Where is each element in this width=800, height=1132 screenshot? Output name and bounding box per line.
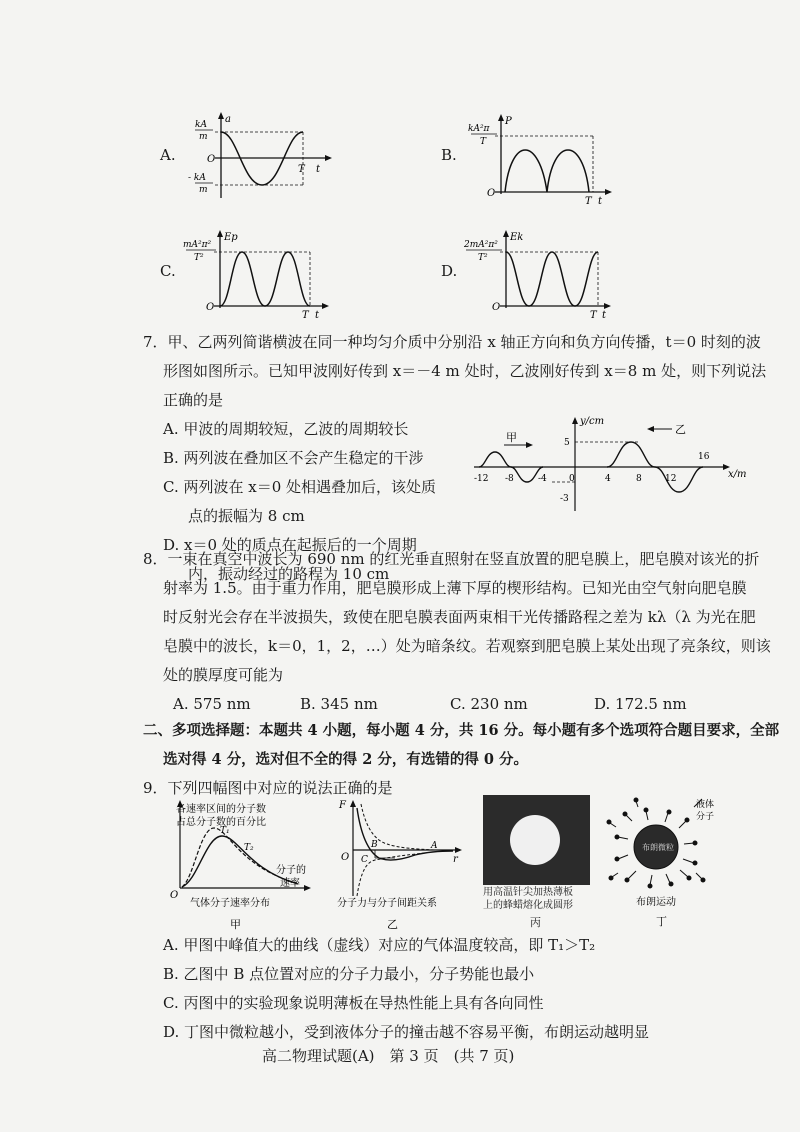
q7-option-c-line2: 点的振幅为 8 cm xyxy=(188,507,305,525)
q6-graph-d xyxy=(462,228,612,320)
q7-option-d-line2: 内，振动经过的路程为 10 cm xyxy=(188,565,390,583)
q6a-taxis: t xyxy=(316,164,321,175)
q9-fig-bing-photo xyxy=(483,795,590,885)
q9-yi-r: r xyxy=(453,854,458,865)
q9-jia-t2: T₂ xyxy=(244,843,254,853)
q9-jia-xlabel2: 速率 xyxy=(280,878,300,889)
q7-yneg3: -3 xyxy=(560,494,569,504)
q9-jia-t1: T₁ xyxy=(220,826,230,836)
q7-stem-line3: 正确的是 xyxy=(163,391,224,409)
q7-stem-line1: 7．甲、乙两列简谐横波在同一种均匀介质中分别沿 x 轴正方向和负方向传播，t＝0 时刻的波 xyxy=(143,333,761,351)
q6-option-b-label[interactable]: B. xyxy=(441,146,457,164)
section2-line2: 选对得 4 分，选对但不全的得 2 分，有选错的得 0 分。 xyxy=(163,751,529,768)
q9-stem: 9．下列四幅图中对应的说法正确的是 xyxy=(143,779,393,797)
q6b-ylabel: P xyxy=(505,116,512,127)
q6b-taxis: t xyxy=(598,196,603,204)
q8-option-b[interactable]: B. 345 nm xyxy=(300,695,378,713)
q7-tick-4: 4 xyxy=(605,474,611,484)
q6b-ytop-den: T xyxy=(480,137,487,147)
q6c-ytop-den: T² xyxy=(194,253,204,263)
q6a-ylabel: a xyxy=(225,114,231,125)
q9-ding-particle: 布朗微粒 xyxy=(642,843,674,852)
q6a-ybot-den: m xyxy=(199,185,208,195)
q9-yi-name: 乙 xyxy=(387,918,398,930)
q6-option-c-label[interactable]: C. xyxy=(160,262,176,280)
q7-tick-8: 8 xyxy=(636,474,642,484)
q9-yi-c: C xyxy=(361,855,368,865)
q9-bing-caption2: 上的蜂蜡熔化成圆形 xyxy=(483,900,573,911)
q7-stem-line2: 形图如图所示。已知甲波刚好传到 x＝－4 m 处时，乙波刚好传到 x＝8 m 处，则下列说法 xyxy=(163,362,767,380)
q6a-ytop: kA xyxy=(195,120,207,130)
q9-bing-name: 丙 xyxy=(530,916,541,929)
q6a-ybot: - kA xyxy=(188,173,206,183)
q7-tick-0: 0 xyxy=(569,474,575,484)
q9-yi-ylabel: F xyxy=(339,800,346,811)
q7-option-b[interactable]: B. 两列波在叠加区不会产生稳定的干涉 xyxy=(163,449,424,467)
q9-jia-caption: 气体分子速率分布 xyxy=(190,898,270,909)
q6d-ytop-den: T² xyxy=(478,253,488,263)
q9-option-c[interactable]: C. 丙图中的实验现象说明薄板在导热性能上具有各向同性 xyxy=(163,994,544,1012)
q6d-origin: O xyxy=(492,302,501,313)
q6-graph-b xyxy=(465,112,615,204)
q7-wave-graph xyxy=(472,415,747,515)
q6-graph-a xyxy=(185,110,335,202)
q6a-tmark: T xyxy=(298,164,305,175)
q6c-ytop: mA²π² xyxy=(183,240,212,250)
q7-tick-16: 16 xyxy=(698,452,710,462)
section2-line1: 二、多项选择题：本题共 4 小题，每小题 4 分，共 16 分。每小题有多个选项符合题目要求，全部 xyxy=(143,722,780,739)
q6d-taxis: t xyxy=(602,310,607,320)
q6d-tmark: T xyxy=(590,310,597,320)
q6-option-d-label[interactable]: D. xyxy=(441,262,458,280)
q9-jia-xlabel1: 分子的 xyxy=(276,865,306,876)
q7-tick-m8: -8 xyxy=(505,474,514,484)
q7-wave-jia: 甲 xyxy=(506,431,517,444)
q6b-tmark: T xyxy=(585,196,592,204)
q9-fig-jia xyxy=(168,800,318,930)
q6c-tmark: T xyxy=(302,310,309,320)
q6a-origin: O xyxy=(207,154,216,165)
page-footer: 高二物理试题(A) 第 3 页 (共 7 页) xyxy=(262,1047,515,1065)
q6c-ylabel: Ep xyxy=(224,232,238,243)
q6d-ylabel: Ek xyxy=(510,232,524,243)
q8-line3: 时反射光会存在半波损失，致使在肥皂膜表面两束相干光传播路程之差为 kλ（λ 为光在肥 xyxy=(163,608,756,626)
q9-yi-caption: 分子力与分子间距关系 xyxy=(337,898,437,909)
q8-line1: 8．一束在真空中波长为 690 nm 的红光垂直照射在竖直放置的肥皂膜上，肥皂膜对该光的折 xyxy=(143,550,760,568)
q7-y5: 5 xyxy=(564,438,570,448)
wax-circle xyxy=(510,815,560,865)
q7-wave-yi: 乙 xyxy=(675,423,686,436)
q8-line4: 皂膜中的波长，k＝0，1，2，…）处为暗条纹。若观察到肥皂膜上某处出现了亮条纹，则该 xyxy=(163,637,771,655)
q7-tick-m12: -12 xyxy=(474,474,489,484)
q9-fig-ding xyxy=(606,793,716,928)
q6c-taxis: t xyxy=(315,310,320,320)
q8-line2: 射率为 1.5。由于重力作用，肥皂膜形成上薄下厚的楔形结构。已知光由空气射向肥皂膜 xyxy=(163,579,747,597)
q6d-ytop: 2mA²π² xyxy=(464,240,498,250)
q7-option-a[interactable]: A. 甲波的周期较短，乙波的周期较长 xyxy=(163,420,409,438)
q9-ding-name: 丁 xyxy=(656,915,667,928)
q7-tick-m4: -4 xyxy=(538,474,547,484)
q9-ding-label2: 分子 xyxy=(696,812,715,822)
q9-option-d[interactable]: D. 丁图中微粒越小，受到液体分子的撞击越不容易平衡，布朗运动越明显 xyxy=(163,1023,650,1041)
q6-graph-c xyxy=(182,228,332,320)
q9-jia-title2: 占总分子数的百分比 xyxy=(176,817,266,828)
q9-jia-origin: O xyxy=(170,890,179,901)
q9-yi-origin: O xyxy=(341,852,350,863)
q9-option-a[interactable]: A. 甲图中峰值大的曲线（虚线）对应的气体温度较高，即 T₁＞T₂ xyxy=(163,936,596,954)
q9-yi-b: B xyxy=(371,840,378,850)
q9-fig-yi xyxy=(335,800,465,930)
q8-option-d[interactable]: D. 172.5 nm xyxy=(594,695,687,713)
q7-xlabel: x/m xyxy=(728,469,747,480)
q9-ding-label1: 液体 xyxy=(696,800,715,810)
q6a-ytop-den: m xyxy=(199,132,208,142)
q6-option-a-label[interactable]: A. xyxy=(160,146,176,164)
q7-option-d-line1[interactable]: D. x＝0 处的质点在起振后的一个周期 xyxy=(163,536,417,554)
q7-tick-12: 12 xyxy=(665,474,677,484)
q9-yi-a: A xyxy=(431,841,438,851)
q6b-origin: O xyxy=(487,188,496,199)
q7-ylabel: y/cm xyxy=(580,416,605,427)
q9-jia-title1: 各速率区间的分子数 xyxy=(176,804,266,815)
q8-line5: 处的膜厚度可能为 xyxy=(163,666,284,684)
q6b-ytop: kA²π xyxy=(468,124,490,134)
q9-jia-name: 甲 xyxy=(230,918,241,930)
q9-option-b[interactable]: B. 乙图中 B 点位置对应的分子力最小，分子势能也最小 xyxy=(163,965,535,983)
q9-bing-caption1: 用高温针尖加热薄板 xyxy=(483,887,573,898)
q7-option-c-line1[interactable]: C. 两列波在 x＝0 处相遇叠加后，该处质 xyxy=(163,478,437,496)
q9-ding-caption: 布朗运动 xyxy=(636,897,676,908)
q8-option-c[interactable]: C. 230 nm xyxy=(450,695,528,713)
q8-option-a[interactable]: A. 575 nm xyxy=(173,695,251,713)
q6c-origin: O xyxy=(206,302,215,313)
